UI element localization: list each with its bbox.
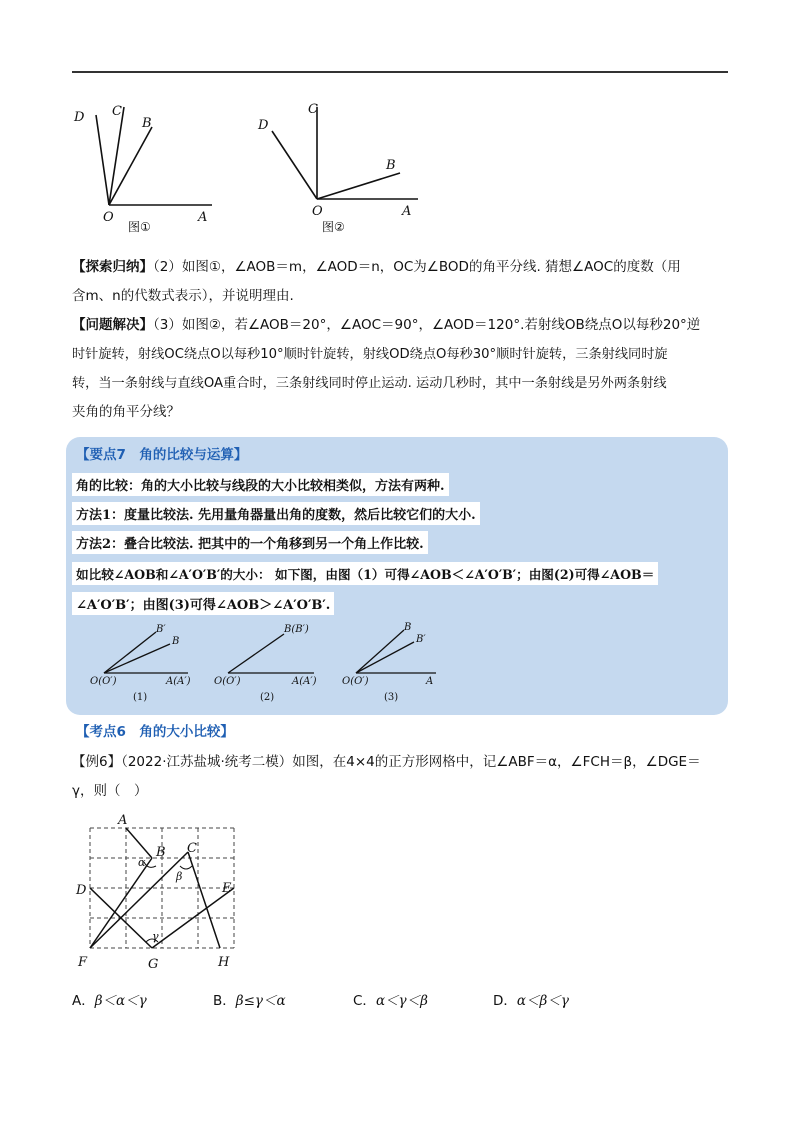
- label-a: A: [402, 204, 412, 219]
- keypoint-line-1: 角的比较：角的大小比较与线段的大小比较相类似，方法有两种.: [72, 473, 449, 496]
- kaodian-title: 【考点6 角的大小比较】: [76, 724, 234, 740]
- ray-ob: [317, 173, 400, 199]
- label-a: A: [198, 210, 208, 225]
- question-3-line-4: 夹角的角平分线？: [72, 404, 180, 420]
- label-b: B: [172, 636, 180, 647]
- figure-2: [250, 95, 430, 235]
- question-2-tag: 【探索归纳】: [72, 259, 153, 275]
- question-2-line-1: 【探索归纳】（2）如图①，∠AOB＝m，∠AOD＝n，OC为∠BOD的角平分线. 猜想∠AOC的度数（用: [72, 259, 681, 275]
- example-6-line-1: 【例6】（2022·江苏盐城·统考二模）如图，在4×4的正方形网格中，记∠ABF＝α，∠FCH＝β，∠DGE＝: [72, 754, 701, 770]
- example-6-line-2: γ，则（ ）: [72, 783, 148, 799]
- label-b: B: [142, 116, 152, 131]
- label-gamma: γ: [152, 930, 159, 943]
- compare-figure-3: [340, 618, 460, 708]
- question-3-tag: 【问题解决】: [72, 317, 153, 333]
- label-g: G: [148, 957, 159, 972]
- beta-arc: [180, 866, 192, 869]
- label-o: O: [312, 204, 323, 219]
- ray-od: [272, 131, 317, 199]
- question-3-line-3: 转，当一条射线与直线OA重合时，三条射线同时停止运动. 运动几秒时，其中一条射线是另外两条射线: [72, 376, 667, 391]
- label-c: C: [187, 841, 197, 856]
- grid-figure: [72, 810, 252, 975]
- label-b: B(B′): [284, 624, 309, 635]
- header-rule: [72, 71, 728, 73]
- label-c: C: [112, 104, 122, 119]
- label-b-prime: B′: [416, 634, 426, 645]
- keypoint-line-4: 如比较∠AOB和∠A′O′B′的大小： 如下图，由图（1）可得∠AOB＜∠A′O′B′；由图(2)可得∠AOB＝: [72, 562, 658, 585]
- label-b: B: [156, 845, 166, 860]
- question-3-line-1: 【问题解决】（3）如图②，若∠AOB＝20°，∠AOC＝90°，∠AOD＝120°.若射线OB绕点O以每秒20°逆: [72, 317, 701, 333]
- label-beta: β: [176, 870, 183, 883]
- caption: (1): [133, 692, 148, 703]
- label-b-prime: B′: [156, 624, 166, 635]
- ray-od: [96, 115, 109, 205]
- question-2: [72, 253, 728, 311]
- keypoint-title: 【要点7 角的比较与运算】: [76, 447, 248, 463]
- compare-figure-1: [88, 618, 208, 708]
- label-d: D: [258, 118, 269, 133]
- label-c: C: [308, 102, 318, 117]
- option-a[interactable]: A．β＜α＜γ: [72, 993, 147, 1009]
- label-a: A(A′): [166, 676, 191, 687]
- label-o: O(O′): [214, 676, 241, 687]
- label-o: O: [103, 210, 114, 225]
- option-d[interactable]: D．α＜β＜γ: [493, 993, 569, 1009]
- figure-1: [72, 95, 232, 235]
- label-d: D: [74, 110, 85, 125]
- label-o: O(O′): [90, 676, 117, 687]
- keypoint-line-2: 方法1：度量比较法. 先用量角器量出角的度数，然后比较它们的大小.: [72, 502, 480, 525]
- question-2-line-2: 含m、n的代数式表示），并说明理由.: [72, 288, 294, 304]
- label-alpha: α: [138, 856, 146, 869]
- label-a: A: [118, 813, 128, 828]
- question-3: [72, 311, 728, 427]
- label-o: O(O′): [342, 676, 369, 687]
- label-e: E: [222, 881, 232, 896]
- caption: (3): [384, 692, 399, 703]
- label-h: H: [218, 955, 230, 970]
- figure-2-caption: 图②: [322, 220, 345, 234]
- question-3-line-2: 时针旋转，射线OC绕点O以每秒10°顺时针旋转，射线OD绕点O每秒30°顺时针旋转，三条射线同时旋: [72, 347, 668, 362]
- example-6: [72, 748, 728, 806]
- label-b: B: [404, 622, 412, 633]
- label-d: D: [76, 883, 87, 898]
- option-b[interactable]: B．β≤γ＜α: [213, 993, 286, 1009]
- option-c[interactable]: C．α＜γ＜β: [353, 993, 428, 1009]
- keypoint-line-5: ∠A′O′B′；由图(3)可得∠AOB＞∠A′O′B′.: [72, 592, 334, 615]
- label-b: B: [386, 158, 396, 173]
- caption: (2): [260, 692, 275, 703]
- label-a: A(A′): [292, 676, 317, 687]
- label-a: A: [426, 676, 434, 687]
- label-f: F: [78, 955, 88, 970]
- compare-figure-2: [212, 618, 332, 708]
- keypoint-line-3: 方法2：叠合比较法. 把其中的一个角移到另一个角上作比较.: [72, 531, 428, 554]
- figure-1-caption: 图①: [128, 220, 151, 234]
